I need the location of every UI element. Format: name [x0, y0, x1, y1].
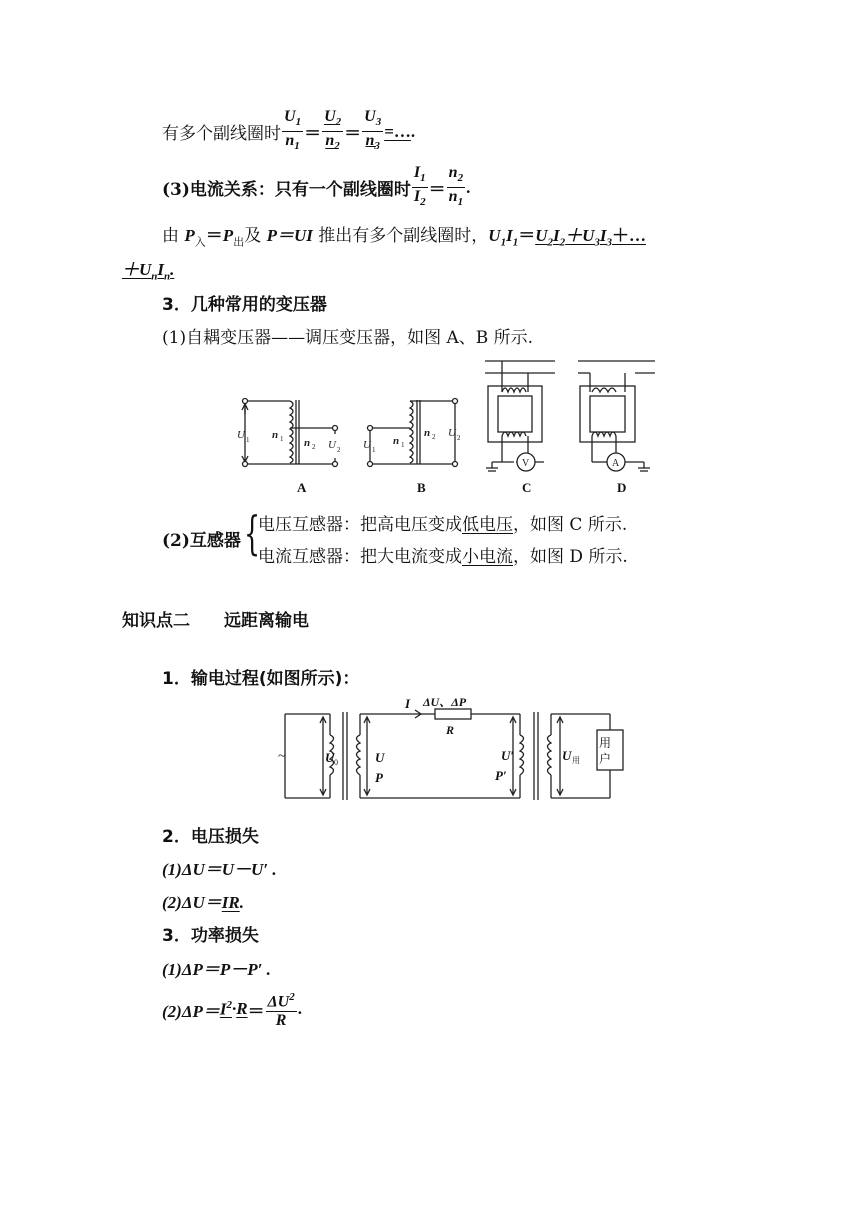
multi-secondary-prefix: 有多个副线圈时	[162, 124, 281, 145]
svg-text:1: 1	[372, 446, 376, 454]
voltage-loss-formula-1: (1)ΔU＝U－U′ .	[162, 860, 277, 879]
svg-text:U: U	[237, 429, 245, 441]
p-out: P	[222, 226, 234, 245]
svg-text:P′: P′	[495, 768, 507, 783]
resistor-label: R	[446, 723, 455, 737]
svg-text:1: 1	[246, 436, 250, 444]
ct-text: 电流互感器：把大电流变成	[258, 547, 462, 567]
p-in-sub: 入	[194, 235, 206, 249]
auto-transformer-text: (1)自耦变压器——调压变压器，如图 A、B 所示.	[162, 328, 534, 348]
svg-text:1: 1	[280, 435, 284, 443]
ammeter-label: A	[612, 458, 620, 469]
label-a: A	[297, 480, 307, 495]
pl2-equals: ＝	[247, 1001, 265, 1021]
svg-text:U′: U′	[501, 748, 515, 763]
vl2-prefix: (2)ΔU＝	[162, 893, 222, 912]
svg-text:2: 2	[312, 443, 316, 451]
label-c: C	[522, 480, 532, 495]
power-loss-title: 3．功率损失	[162, 926, 259, 946]
pl2-i: I	[219, 999, 227, 1019]
transformer-diagrams	[230, 356, 670, 498]
equals-sign: ＝	[205, 226, 223, 245]
ct-answer: 小电流	[462, 547, 513, 567]
pl2-dot: ·	[232, 999, 237, 1019]
label-d: D	[617, 480, 627, 495]
svg-text:1: 1	[401, 441, 405, 449]
ratio-u1-n1: $\frac{U_1}{n_1}$	[284, 108, 302, 153]
ratio-n2-n1: $\frac{n_2}{n_1}$	[448, 164, 464, 209]
process-title: 1．输电过程(如图所示)：	[162, 669, 360, 689]
pl2-prefix: (2)ΔP＝	[162, 1001, 220, 1021]
power-formula: P＝UI	[266, 226, 313, 245]
svg-text:U: U	[328, 439, 336, 451]
svg-text:2: 2	[337, 446, 341, 454]
label-b: B	[417, 480, 426, 495]
voltage-loss-title: 2．电压损失	[162, 827, 259, 847]
svg-text:U: U	[562, 748, 572, 763]
power-text-a: 由	[162, 226, 179, 246]
voltmeter-label: V	[522, 458, 530, 469]
ct-suffix: ，如图 D 所示.	[513, 547, 628, 567]
power-and: 及	[244, 226, 262, 246]
multi-secondary-line: 有多个副线圈时 $\frac{U_1}{n_1}$ ＝ $\frac{U_2}{n_2}$ ＝ $\frac{U_3}{n_3}$ =… .	[162, 108, 415, 155]
ratio-u3-n3: $\frac{U_3}{n_3}$	[364, 108, 382, 153]
current-relation-line: (3)电流关系：只有一个副线圈时 $\frac{I_1}{I_2}$ ＝ $\frac{n_2}{n_1}$ .	[162, 164, 470, 211]
diagram-c	[485, 361, 555, 471]
voltage-transformer-line	[258, 510, 627, 535]
pl2-fraction: $\frac{\Delta U^2}{R}$	[266, 988, 297, 1030]
knowledge-heading: 知识点二 远距离输电	[122, 611, 309, 631]
svg-text:n: n	[304, 437, 311, 449]
equals-sign: ＝	[344, 124, 362, 144]
diagram-b	[370, 400, 455, 464]
section-common-transformers: 3．几种常用的变压器	[162, 295, 327, 315]
diagram-a	[242, 400, 335, 464]
u2i2-term: $U_2I_2+U_3I_3$	[535, 226, 612, 249]
svg-text:U: U	[363, 439, 371, 451]
u1i1: $U_1I_1$	[488, 226, 519, 249]
p-in: P	[184, 226, 195, 245]
transmission-diagram	[275, 690, 645, 805]
current-label: I	[405, 696, 411, 711]
vt-answer: 低电压	[462, 515, 513, 535]
diagram-d	[578, 361, 655, 471]
pl2-end: .	[297, 999, 302, 1019]
pl2-r: R	[236, 999, 248, 1019]
equals-sign: ＝	[304, 124, 322, 144]
svg-text:2: 2	[457, 434, 461, 442]
vl2-suffix: .	[239, 893, 244, 912]
pl2-i-squared: $I^2$	[219, 998, 232, 1019]
svg-text:U: U	[448, 427, 456, 439]
power-loss-formula-2	[162, 988, 302, 1030]
svg-text:U: U	[325, 750, 335, 765]
svg-text:n: n	[393, 435, 400, 447]
current-transformer-line	[258, 542, 628, 567]
svg-text:n: n	[272, 429, 279, 441]
vt-text: 电压互感器：把高电压变成	[258, 515, 462, 535]
pl2-num: ΔU	[267, 993, 290, 1011]
user-label: 用	[599, 736, 612, 750]
svg-text:n: n	[424, 427, 431, 439]
power-relation-line: 由 $P_入=P_出$及 P＝UI 推出有多个副线圈时，$U_1I_1=U_2I_2+U_3I_3+\dots$	[162, 226, 646, 249]
ratio-i1-i2: $\frac{I_1}{I_2}$	[413, 164, 426, 209]
current-relation-label: (3)电流关系：只有一个副线圈时	[162, 180, 411, 201]
mutual-inductor-label: (2)互感器	[162, 531, 241, 551]
svg-text:U: U	[375, 750, 385, 765]
svg-text:P: P	[375, 770, 383, 785]
power-derive: 推出有多个副线圈时，	[318, 226, 489, 246]
power-continuation: ＋…	[612, 226, 646, 245]
power-relation-tail: $+U_nI_n$.	[122, 260, 175, 283]
svg-text:用: 用	[572, 756, 580, 765]
ratio-continuation: =…	[384, 121, 411, 141]
pl2-den: R	[275, 1012, 287, 1030]
vl2-answer: IR	[221, 893, 240, 912]
vt-suffix: ，如图 C 所示.	[513, 515, 628, 535]
power-loss-formula-1: (1)ΔP＝P－P′ .	[162, 960, 271, 979]
p-out-sub: 出	[233, 235, 245, 249]
svg-text:0: 0	[334, 758, 338, 767]
brace-icon: {	[244, 506, 261, 560]
svg-text:户: 户	[599, 752, 612, 766]
ratio-u2-n2: $\frac{U_2}{n_2}$	[324, 108, 342, 153]
svg-text:2: 2	[432, 433, 436, 441]
loss-label: ΔU、ΔP	[423, 695, 467, 709]
ac-source-icon: ~	[278, 749, 286, 764]
voltage-loss-formula-2	[162, 888, 244, 913]
